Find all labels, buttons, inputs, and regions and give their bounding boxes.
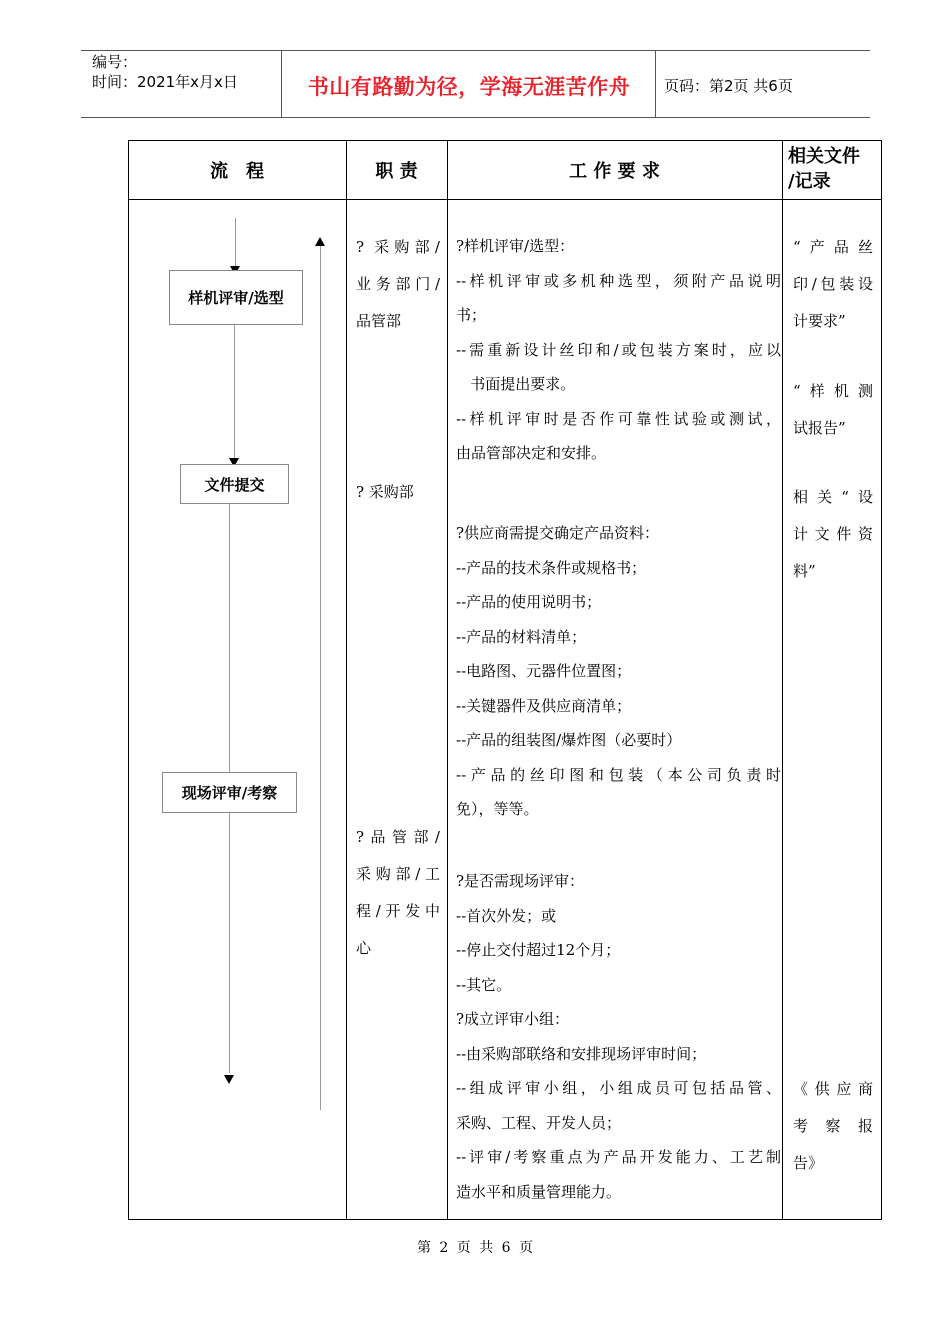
column-divider-1 [346, 140, 347, 1220]
header-top-rule [81, 50, 870, 51]
header-motto: 书山有路勤为径，学海无涯苦作舟 [307, 75, 631, 99]
header-related-docs: 相关文件 /记录 [788, 146, 860, 192]
duty-block-3: ?品管部/ 采购部/工 程/开发中 心 [356, 828, 440, 957]
flow-connector-3 [229, 813, 230, 1073]
flow-step-sample-review: 样机评审/选型 [169, 270, 303, 325]
duty-block-1: ? 采购部/ 业务部门/ 品管部 [356, 238, 440, 330]
flow-connector-2 [229, 504, 230, 772]
header-flow: 流 程 [210, 160, 264, 182]
header-divider-2 [655, 51, 656, 117]
flow-return-line [320, 246, 321, 1110]
flow-step-site-audit: 现场评审/考察 [162, 772, 297, 813]
related-print-packaging: “产品丝 印/包装设 计要求” [793, 238, 873, 330]
related-supplier-audit-report: 《供应商 考察报 告》 [793, 1080, 873, 1172]
arrow-down-icon [224, 1075, 234, 1084]
flow-connector-top [235, 218, 236, 268]
document-time: 时间：2021年x月x日 [92, 73, 238, 91]
requirements-site-audit: ?是否需现场评审： --首次外发；或 --停止交付超过12个月； --其它。 ?成立评审小组： --由采购部联络和安排现场评审时间； --组成评审小组，小组成员可包括品管、 采购、工程、开发人员； --评审/考察重点为产品开发能力、工艺制 造水平和质量管理能力。 [456, 872, 781, 1201]
column-divider-3 [782, 140, 783, 1220]
header-bottom-rule [81, 117, 870, 118]
page-footer: 第 2 页 共 6 页 [416, 1240, 534, 1256]
requirements-document-submission: ?供应商需提交确定产品资料： --产品的技术条件或规格书； --产品的使用说明书； --产品的材料清单； --电路图、元器件位置图； --关键器件及供应商清单； --产品的组装图/爆炸图（必要时） --产品的丝印图和包装（本公司负责时 免），等等。 [456, 524, 781, 818]
flow-connector-1 [234, 325, 235, 461]
document-number: 编号： [92, 53, 138, 71]
header-row-divider [128, 199, 882, 200]
arrow-up-icon [315, 237, 325, 246]
header-requirements: 工 作 要 求 [569, 160, 660, 182]
column-divider-2 [447, 140, 448, 1220]
requirements-sample-review: ?样机评审/选型： --样机评审或多机种选型，须附产品说明 书； --需重新设计丝印和/或包装方案时，应以 书面提出要求。 --样机评审时是否作可靠性试验或测试， 由品管部决定和安排。 [456, 237, 781, 462]
flow-step-document-submission: 文件提交 [180, 464, 289, 504]
related-design-docs: 相关“设 计文件资 料” [793, 488, 873, 580]
header-divider-1 [281, 51, 282, 117]
related-sample-test-report: “样机测 试报告” [793, 382, 873, 437]
duty-block-2: ? 采购部 [356, 483, 414, 501]
header-page-info: 页码：第2页 共6页 [664, 77, 793, 95]
header-duty: 职 责 [375, 160, 418, 182]
header-meta [92, 52, 238, 92]
